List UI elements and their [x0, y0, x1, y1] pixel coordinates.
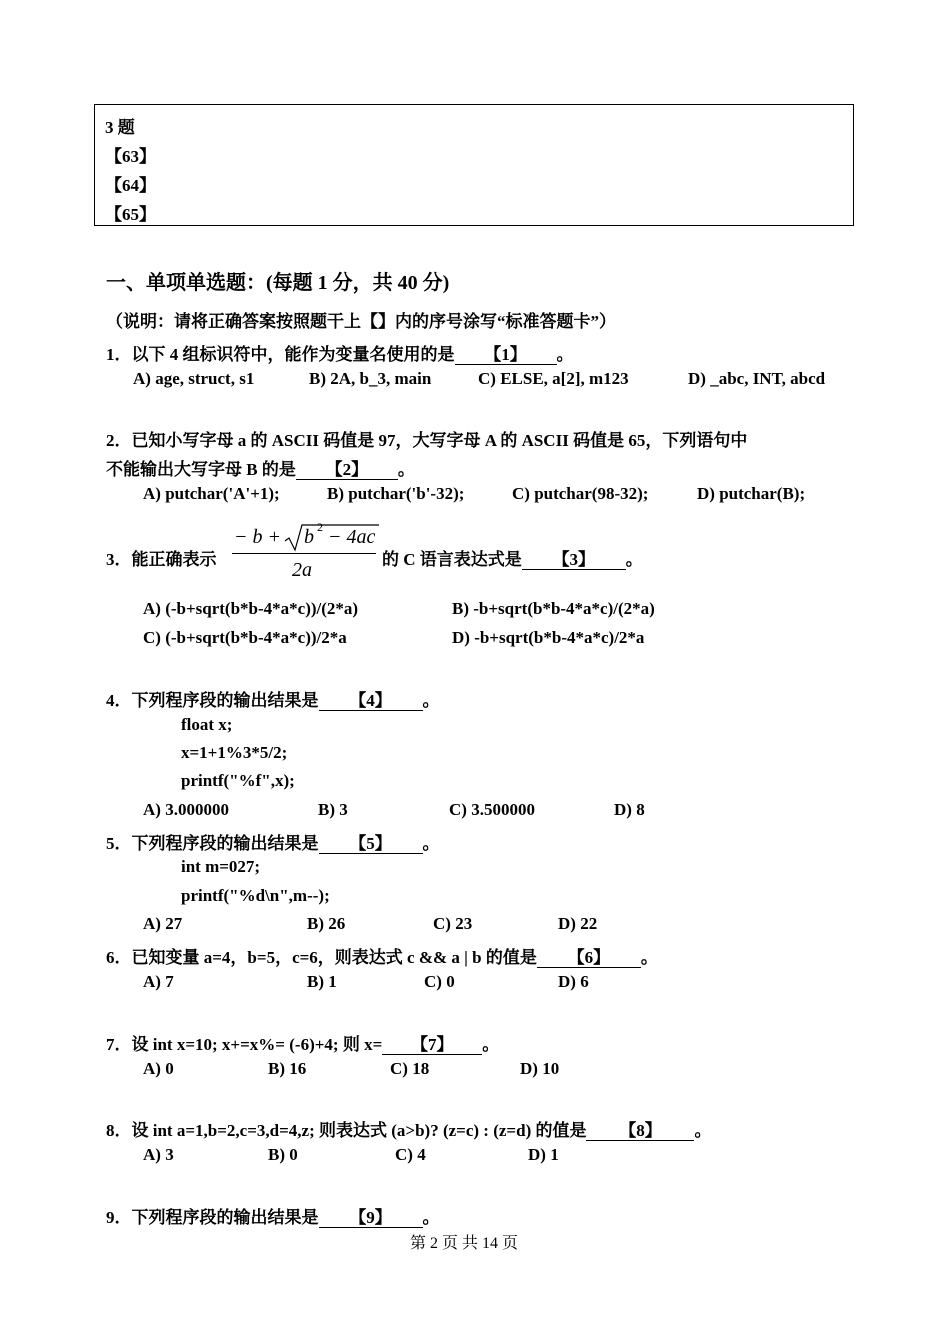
- q4-option-b: B) 3: [318, 800, 348, 819]
- q7-option-d: D) 10: [520, 1059, 560, 1078]
- question-1: [106, 340, 574, 365]
- q4-option-c: C) 3.500000: [449, 800, 535, 819]
- question-1-end: 。: [556, 345, 574, 364]
- q7-option-b: B) 16: [268, 1059, 307, 1078]
- q8-option-d: D) 1: [528, 1145, 559, 1164]
- question-1-blank: 【1】: [455, 346, 557, 365]
- q1-option-d: D) _abc, INT, abcd: [688, 369, 826, 388]
- question-2-end: 。: [397, 460, 415, 479]
- q5-option-b: B) 26: [307, 914, 346, 933]
- question-9-blank: 【9】: [319, 1209, 423, 1228]
- question-4-blank: 【4】: [319, 692, 423, 711]
- q7-option-a: A) 0: [143, 1059, 174, 1078]
- q5-option-a: A) 27: [143, 914, 183, 933]
- question-4-end: 。: [422, 691, 440, 710]
- q3-option-d: D) -b+sqrt(b*b-4*a*c)/2*a: [452, 628, 645, 647]
- q1-option-b: B) 2A, b_3, main: [309, 369, 432, 388]
- q5-option-d: D) 22: [558, 914, 598, 933]
- answer-box-line-1: 3 题: [105, 118, 135, 137]
- q8-option-c: C) 4: [395, 1145, 426, 1164]
- q3-option-b: B) -b+sqrt(b*b-4*a*c)/(2*a): [452, 599, 655, 618]
- question-4: [106, 686, 440, 711]
- q1-option-c: C) ELSE, a[2], m123: [478, 369, 629, 388]
- q1-option-a: A) age, struct, s1: [133, 369, 255, 388]
- question-6-blank: 【6】: [537, 949, 641, 968]
- formula-num-a: − b +: [234, 526, 281, 548]
- question-6: [106, 943, 658, 968]
- page-footer: 第 2 页 共 14 页: [410, 1235, 519, 1252]
- question-3-blank: 【3】: [522, 551, 626, 570]
- question-7: [106, 1030, 499, 1055]
- q4-code-line-3: printf("%f",x);: [181, 771, 295, 790]
- answer-box-line-2: 【63】: [105, 147, 156, 166]
- question-7-end: 。: [482, 1035, 500, 1054]
- q5-code-line-2: printf("%d\n",m--);: [181, 886, 330, 905]
- q3-option-a: A) (-b+sqrt(b*b-4*a*c))/(2*a): [143, 599, 359, 618]
- answer-box-line-3: 【64】: [105, 176, 156, 195]
- question-4-text: 4．下列程序段的输出结果是: [106, 691, 319, 710]
- question-8-end: 。: [694, 1121, 712, 1140]
- q6-option-d: D) 6: [558, 972, 589, 991]
- q6-option-a: A) 7: [143, 972, 174, 991]
- question-8-text: 8．设 int a=1,b=2,c=3,d=4,z; 则表达式 (a>b)? (z=c) : (z=d) 的值是: [106, 1121, 587, 1140]
- q2-option-b: B) putchar('b'-32);: [327, 484, 465, 503]
- question-3-text: 3．能正确表示: [106, 550, 217, 569]
- q2-option-d: D) putchar(B);: [697, 484, 806, 503]
- q4-code-line-1: float x;: [181, 715, 233, 734]
- q4-option-d: D) 8: [614, 800, 645, 819]
- section-title: 一、单项单选题：(每题 1 分，共 40 分): [106, 272, 450, 294]
- question-2-line-1: 2．已知小写字母 a 的 ASCII 码值是 97，大写字母 A 的 ASCII 码值是 65，下列语句中: [106, 431, 748, 450]
- question-5-end: 。: [422, 834, 440, 853]
- q2-option-a: A) putchar('A'+1);: [143, 484, 280, 503]
- question-8-blank: 【8】: [586, 1122, 694, 1141]
- question-1-text: 1．以下 4 组标识符中，能作为变量名使用的是: [106, 345, 455, 364]
- question-3-end: 。: [625, 550, 643, 569]
- question-7-text: 7．设 int x=10; x+=x%= (-6)+4; 则 x=: [106, 1035, 383, 1054]
- question-3-text-2: 的 C 语言表达式是: [382, 550, 522, 569]
- question-5-blank: 【5】: [319, 835, 423, 854]
- question-3-rest: [382, 545, 643, 570]
- question-9-text: 9．下列程序段的输出结果是: [106, 1208, 319, 1227]
- question-6-text: 6．已知变量 a=4，b=5，c=6，则表达式 c && a | b 的值是: [106, 948, 537, 967]
- q4-option-a: A) 3.000000: [143, 800, 229, 819]
- question-9: [106, 1203, 440, 1228]
- section-note: （说明：请将正确答案按照题干上【】内的序号涂写“标准答题卡”）: [106, 312, 616, 331]
- formula-den: 2a: [292, 559, 312, 581]
- formula-num-sup: 2: [317, 520, 323, 534]
- question-7-blank: 【7】: [382, 1036, 482, 1055]
- q4-code-line-2: x=1+1%3*5/2;: [181, 743, 288, 762]
- q8-option-b: B) 0: [268, 1145, 298, 1164]
- question-6-end: 。: [640, 948, 658, 967]
- question-5-text: 5．下列程序段的输出结果是: [106, 834, 319, 853]
- question-9-end: 。: [422, 1208, 440, 1227]
- question-2-line-2: [106, 455, 415, 480]
- q3-option-c: C) (-b+sqrt(b*b-4*a*c))/2*a: [143, 628, 347, 647]
- question-2-blank: 【2】: [296, 461, 398, 480]
- q8-option-a: A) 3: [143, 1145, 174, 1164]
- answer-box-line-4: 【65】: [105, 205, 156, 224]
- fraction-bar: [232, 553, 376, 554]
- question-2-text: 不能输出大写字母 B 的是: [106, 460, 296, 479]
- q5-option-c: C) 23: [433, 914, 473, 933]
- formula-num-c: − 4ac: [328, 526, 376, 548]
- question-5: [106, 829, 440, 854]
- q6-option-b: B) 1: [307, 972, 337, 991]
- formula-num-b: b: [304, 526, 314, 548]
- answer-box: [94, 104, 854, 226]
- q5-code-line-1: int m=027;: [181, 857, 261, 876]
- q6-option-c: C) 0: [424, 972, 455, 991]
- question-8: [106, 1116, 711, 1141]
- q7-option-c: C) 18: [390, 1059, 430, 1078]
- q2-option-c: C) putchar(98-32);: [512, 484, 649, 503]
